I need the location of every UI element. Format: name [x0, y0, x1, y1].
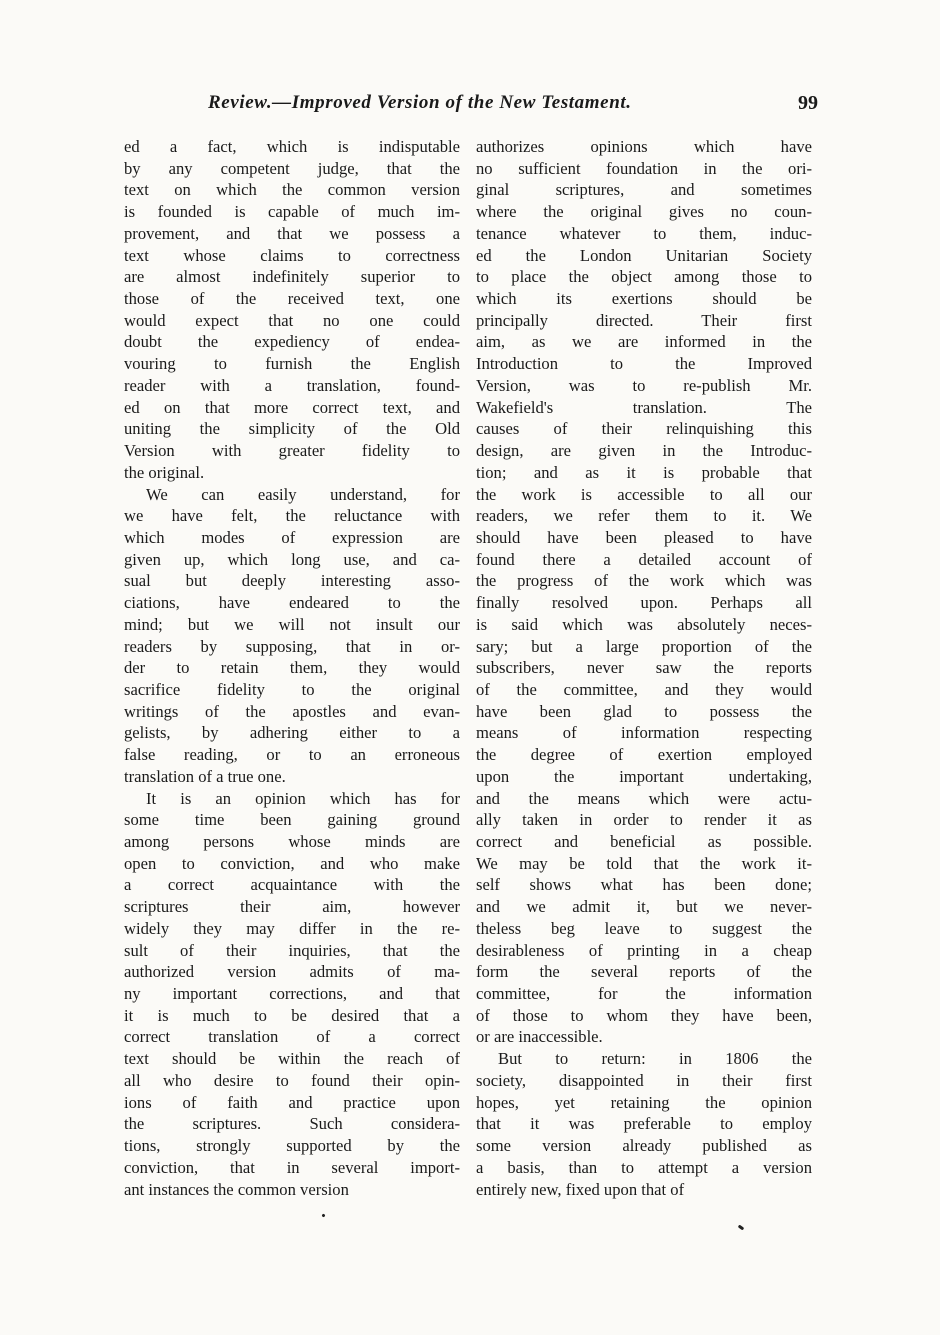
- text-line: among persons whose minds are: [124, 832, 460, 851]
- text-line: ally taken in order to render it as: [476, 810, 812, 830]
- text-line: Version, was to re-publish Mr.: [476, 375, 812, 395]
- text-line: to place the object among those to: [476, 267, 812, 287]
- text-line: sual but deeply interesting asso-: [124, 571, 460, 591]
- text-line: sary; but a large proportion of the: [476, 636, 812, 656]
- text-line: text should be within the reach of: [124, 1049, 460, 1069]
- running-head: [120, 92, 820, 122]
- text-line: reader with a translation, found-: [124, 375, 460, 395]
- text-line: false reading, or to an erroneous: [124, 745, 460, 765]
- text-line: self shows what has been done;: [476, 875, 812, 895]
- text-line: desirableness of printing in a cheap: [476, 940, 812, 960]
- text-line: no sufficient foundation in the ori-: [476, 158, 812, 178]
- text-line: sacrifice fidelity to the original: [124, 679, 460, 699]
- text-line: a basis, than to attempt a version: [476, 1157, 812, 1177]
- text-line: upon the important undertaking,: [476, 766, 812, 786]
- ink-speck: [321, 1213, 325, 1217]
- text-line: Introduction to the Improved: [476, 354, 812, 374]
- text-line: authorizes opinions which have: [476, 137, 812, 156]
- text-line: sult of their inquiries, that the: [124, 940, 460, 960]
- text-line: are almost indefinitely superior to: [124, 267, 460, 287]
- text-line: text on which the common version: [124, 180, 460, 200]
- text-line: But to return: in 1806 the: [498, 1049, 812, 1069]
- ink-speck: [738, 1225, 745, 1231]
- text-line: tion; and as it is probable that: [476, 462, 812, 482]
- text-line: hopes, yet retaining the opinion: [476, 1092, 812, 1112]
- text-line: ed on that more correct text, and: [124, 397, 460, 417]
- text-line: of the committee, and they would: [476, 679, 812, 699]
- text-line: ant instances the common version: [124, 1179, 349, 1199]
- text-line: entirely new, fixed upon that of: [476, 1179, 685, 1199]
- left-column: [124, 136, 460, 1200]
- text-line: it is much to be desired that a: [124, 1005, 460, 1025]
- text-line: a correct acquaintance with the: [124, 875, 460, 895]
- text-line: vouring to furnish the English: [124, 354, 460, 374]
- text-line: We may be told that the work it-: [476, 853, 812, 873]
- text-line: should have been pleased to have: [476, 527, 812, 547]
- text-line: ed the London Unitarian Society: [476, 245, 812, 265]
- text-line: ed a fact, which is indisputable: [124, 137, 460, 156]
- text-line: design, are given in the Introduc-: [476, 441, 812, 461]
- text-line: the progress of the work which was: [476, 571, 812, 591]
- text-line: ciations, have endeared to the: [124, 593, 460, 613]
- text-line: committee, for the information: [476, 984, 812, 1004]
- text-line: the work is accessible to all our: [476, 484, 812, 504]
- text-line: that it was preferable to employ: [476, 1114, 812, 1134]
- text-line: where the original gives no coun-: [476, 202, 812, 222]
- text-line: form the several reports of the: [476, 962, 812, 982]
- text-line: and the means which were actu-: [476, 788, 812, 808]
- text-line: means of information respecting: [476, 723, 812, 743]
- text-line: readers by supposing, that in or-: [124, 636, 460, 656]
- text-line: some time been gaining ground: [124, 810, 460, 830]
- text-line: tions, strongly supported by the: [124, 1136, 460, 1156]
- text-line: the scriptures. Such considera-: [124, 1114, 460, 1134]
- text-line: the degree of exertion employed: [476, 745, 812, 765]
- text-line: correct and beneficial as possible.: [476, 832, 812, 851]
- text-line: writings of the apostles and evan-: [124, 701, 460, 721]
- text-line: doubt the expediency of endea-: [124, 332, 460, 352]
- text-line: found there a detailed account of: [476, 549, 812, 569]
- text-line: ny important corrections, and that: [124, 984, 460, 1004]
- text-line: or are inaccessible.: [476, 1027, 603, 1047]
- text-line: ions of faith and practice upon: [124, 1092, 460, 1112]
- text-line: Wakefield's translation. The: [476, 397, 812, 417]
- text-line: by any competent judge, that the: [124, 158, 460, 178]
- text-line: readers, we refer them to it. We: [476, 506, 812, 526]
- text-line: subscribers, never saw the reports: [476, 658, 812, 678]
- text-line: conviction, that in several import-: [124, 1157, 460, 1177]
- text-line: principally directed. Their first: [476, 310, 812, 330]
- text-line: aim, as we are informed in the: [476, 332, 812, 352]
- text-line: It is an opinion which has for: [146, 788, 460, 808]
- text-line: is founded is capable of much im-: [124, 202, 460, 222]
- running-title: Review.—Improved Version of the New Testament.: [208, 92, 632, 113]
- text-line: text whose claims to correctness: [124, 245, 460, 265]
- text-line: mind; but we will not insult our: [124, 614, 460, 634]
- text-line: have been glad to possess the: [476, 701, 812, 721]
- text-line: given up, which long use, and ca-: [124, 549, 460, 569]
- text-line: scriptures their aim, however: [124, 897, 460, 917]
- text-line: uniting the simplicity of the Old: [124, 419, 460, 439]
- text-line: of those to whom they have been,: [476, 1005, 812, 1025]
- text-line: is said which was absolutely neces-: [476, 614, 812, 634]
- text-line: which modes of expression are: [124, 527, 460, 547]
- text-line: theless beg leave to suggest the: [476, 918, 812, 938]
- text-line: would expect that no one could: [124, 310, 460, 330]
- text-line: widely they may differ in the re-: [124, 918, 460, 938]
- right-column: [476, 136, 812, 1200]
- text-line: der to retain them, they would: [124, 658, 460, 678]
- text-line: authorized version admits of ma-: [124, 962, 460, 982]
- text-line: causes of their relinquishing this: [476, 419, 812, 439]
- text-line: some version already published as: [476, 1136, 812, 1156]
- text-line: correct translation of a correct: [124, 1027, 460, 1047]
- text-line: We can easily understand, for: [146, 484, 460, 504]
- text-line: those of the received text, one: [124, 289, 460, 309]
- text-line: provement, and that we possess a: [124, 223, 460, 243]
- text-line: the original.: [124, 462, 205, 482]
- text-line: translation of a true one.: [124, 766, 286, 786]
- text-line: open to conviction, and who make: [124, 853, 460, 873]
- text-line: finally resolved upon. Perhaps all: [476, 593, 812, 613]
- text-line: tenance whatever to them, induc-: [476, 223, 812, 243]
- text-line: which its exertions should be: [476, 289, 812, 309]
- text-line: and we admit it, but we never-: [476, 897, 812, 917]
- text-line: gelists, by adhering either to a: [124, 723, 460, 743]
- page-number: 99: [798, 92, 818, 114]
- text-line: society, disappointed in their first: [476, 1070, 812, 1090]
- text-line: we have felt, the reluctance with: [124, 506, 460, 526]
- text-line: ginal scriptures, and sometimes: [476, 180, 812, 200]
- text-line: Version with greater fidelity to: [124, 441, 460, 461]
- text-line: all who desire to found their opin-: [124, 1070, 460, 1090]
